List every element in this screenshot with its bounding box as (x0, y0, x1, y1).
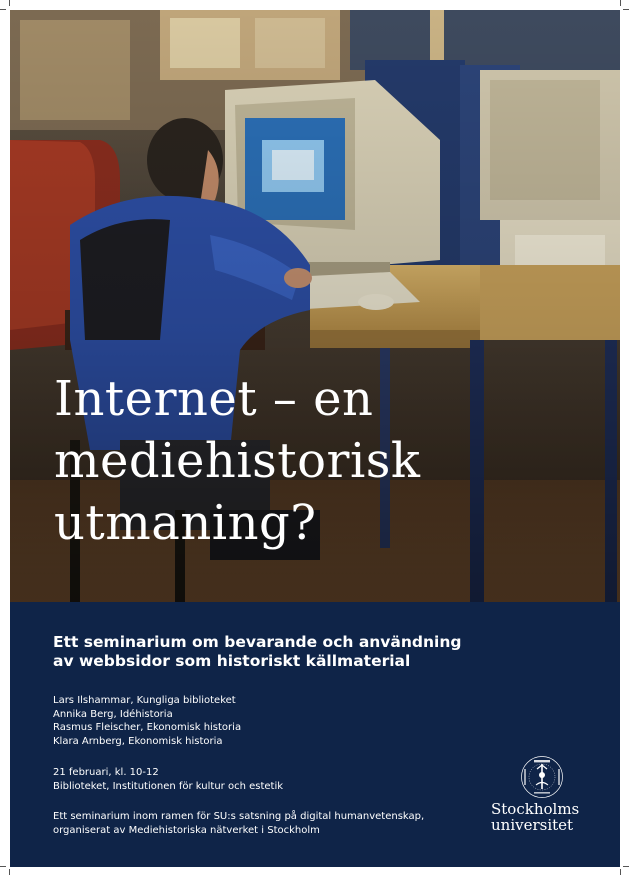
event-date: 21 februari, kl. 10-12 (53, 767, 159, 778)
crop-mark (0, 866, 6, 867)
title-line: Internet – en (54, 371, 374, 427)
crop-mark (623, 9, 629, 10)
crop-mark (9, 869, 10, 875)
poster-title (54, 368, 594, 554)
poster (10, 10, 620, 867)
speaker-item: Klara Arnberg, Ekonomisk historia (53, 735, 223, 747)
crop-mark (620, 0, 621, 6)
university-name (484, 801, 584, 833)
crop-mark (620, 869, 621, 875)
speaker-item: Lars Ilshammar, Kungliga biblioteket (53, 695, 236, 706)
title-line: mediehistorisk (54, 433, 421, 489)
crop-mark (0, 9, 6, 10)
speaker-item: Annika Berg, Idéhistoria (53, 708, 173, 720)
event-details (53, 766, 283, 793)
subtitle-line: Ett seminarium om bevarande och användning (53, 633, 462, 651)
info-panel (10, 602, 620, 867)
note-line: organiserat av Mediehistoriska nätverket i Stockholm (53, 824, 320, 836)
crop-mark (9, 0, 10, 6)
university-logo (484, 755, 584, 833)
seminar-subtitle (53, 633, 573, 671)
note-line: Ett seminarium inom ramen för SU:s satsning på digital humanvetenskap, (53, 811, 425, 822)
subtitle-line: av webbsidor som historiskt källmaterial (53, 652, 411, 670)
event-location: Biblioteket, Institutionen för kultur och estetik (53, 780, 284, 792)
title-line: utmaning? (54, 495, 317, 551)
crop-mark (623, 866, 629, 867)
speaker-item: Rasmus Fleischer, Ekonomisk historia (53, 722, 242, 733)
organizer-note (53, 810, 424, 837)
speaker-list (53, 694, 241, 748)
university-name-line: Stockholms (491, 800, 580, 818)
university-seal-icon (520, 755, 564, 799)
university-name-line: universitet (491, 816, 574, 834)
